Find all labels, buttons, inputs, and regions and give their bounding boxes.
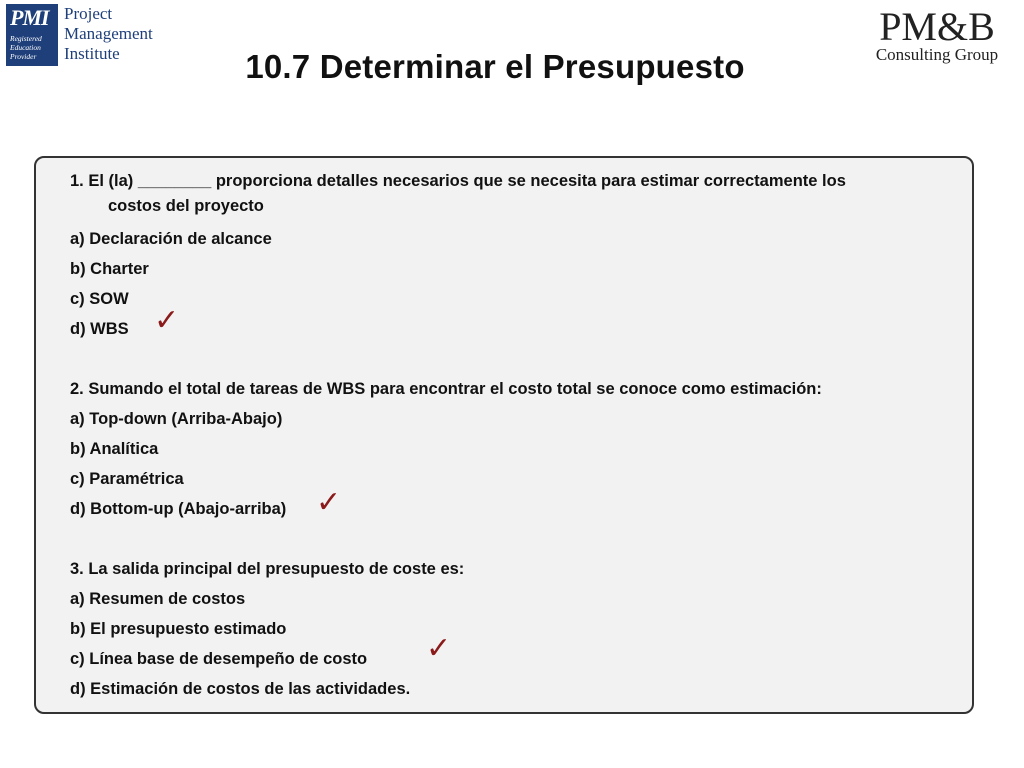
question-1-option-b: b) Charter	[70, 260, 149, 278]
question-1-option-d	[70, 303, 950, 348]
pmb-logo-name: PM&B	[879, 4, 995, 49]
question-1-option-c: c) SOW	[70, 290, 129, 308]
pmi-mark-letters: PMI	[10, 5, 49, 30]
question-3-option-b: b) El presupuesto estimado	[70, 620, 287, 638]
page-title: 10.7 Determinar el Presupuesto	[245, 48, 745, 85]
question-2-text: 2. Sumando el total de tareas de WBS para encontrar el costo total se conoce como estimación:	[70, 380, 822, 398]
spacer	[70, 348, 950, 378]
pmi-word: Institute	[64, 44, 120, 63]
pmi-badge-text: Registered Education Provider	[10, 34, 42, 61]
question-2-option-d-label: d) Bottom-up (Abajo-arriba)	[70, 500, 287, 518]
question-3-text: 3. La salida principal del presupuesto de coste es:	[70, 560, 465, 578]
question-1-text-continued: costos del proyecto	[108, 197, 264, 215]
question-2-option-b: b) Analítica	[70, 440, 159, 458]
pmi-word: Management	[64, 24, 153, 43]
question-3-option-d: d) Estimación de costos de las actividades.	[70, 680, 411, 698]
quiz-panel	[34, 156, 974, 714]
question-3-option-c-label: c) Línea base de desempeño de costo	[70, 650, 368, 668]
pmi-word: Project	[64, 4, 113, 23]
question-1-text: 1. El (la) ________ proporciona detalles necesarios que se necesita para estimar correctamente los	[70, 172, 846, 190]
question-2-option-a: a) Top-down (Arriba-Abajo)	[70, 410, 283, 428]
question-2-option-d	[70, 485, 950, 528]
pmb-logo-subtitle: Consulting Group	[875, 45, 999, 64]
quiz-content	[70, 170, 950, 708]
check-icon: ✓	[154, 303, 180, 338]
question-3-option-c	[70, 631, 950, 678]
spacer	[70, 528, 950, 558]
question-1-option-d-label: d) WBS	[70, 320, 129, 338]
question-3-option-a: a) Resumen de costos	[70, 590, 246, 608]
question-2-option-c: c) Paramétrica	[70, 470, 184, 488]
check-icon: ✓	[316, 485, 342, 520]
check-icon: ✓	[426, 631, 452, 666]
question-1-option-a: a) Declaración de alcance	[70, 230, 272, 248]
